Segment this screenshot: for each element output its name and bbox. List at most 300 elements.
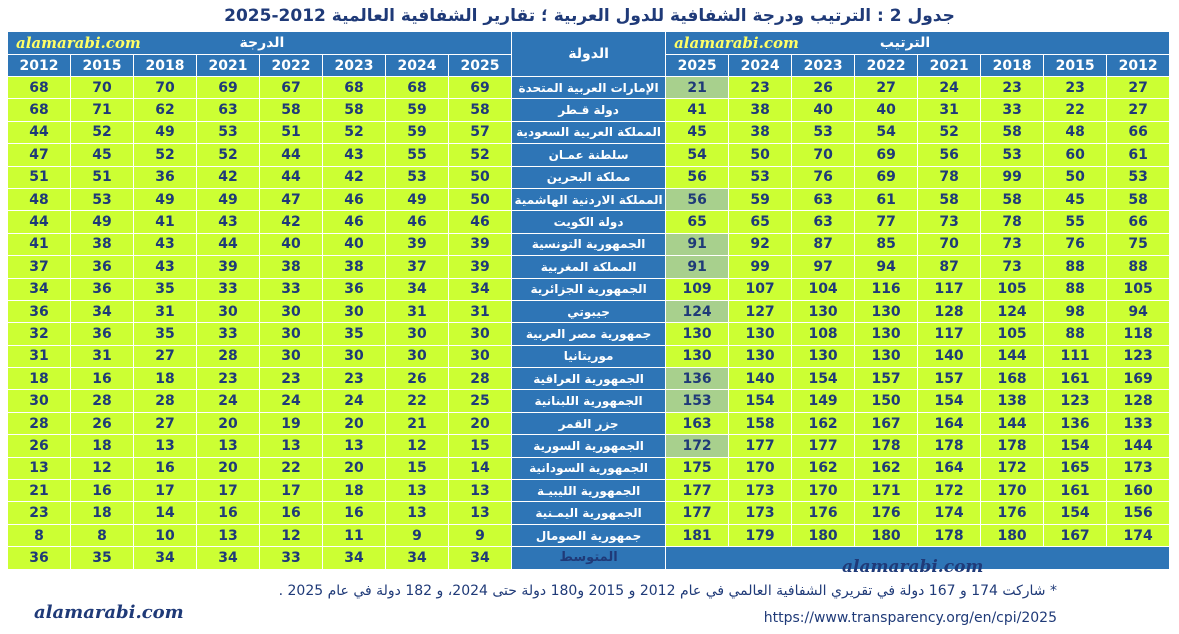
rank-cell: 98 (1044, 300, 1107, 322)
score-cell: 50 (449, 188, 512, 210)
rank-cell: 167 (1044, 524, 1107, 546)
score-cell: 59 (386, 121, 449, 143)
rank-cell: 153 (666, 390, 729, 412)
rank-cell: 58 (981, 188, 1044, 210)
score-cell: 52 (449, 144, 512, 166)
rank-cell: 56 (666, 166, 729, 188)
score-cell: 14 (134, 502, 197, 524)
rank-cell: 128 (1107, 390, 1170, 412)
score-cell: 36 (8, 300, 71, 322)
score-cell: 40 (323, 233, 386, 255)
score-year-header: 2018 (134, 55, 197, 77)
score-cell: 24 (197, 390, 260, 412)
source-url: https://www.transparency.org/en/cpi/2025 (763, 610, 1057, 626)
score-cell: 13 (8, 457, 71, 479)
score-cell: 18 (8, 368, 71, 390)
rank-cell: 130 (855, 345, 918, 367)
score-cell: 69 (197, 77, 260, 99)
score-cell: 45 (71, 144, 134, 166)
country-name: دولة الكويت (512, 211, 666, 233)
score-cell: 10 (134, 524, 197, 546)
score-cell: 9 (386, 524, 449, 546)
rank-cell: 130 (666, 323, 729, 345)
score-cell: 21 (386, 412, 449, 434)
score-cell: 22 (260, 457, 323, 479)
score-cell: 47 (260, 188, 323, 210)
rank-cell: 31 (918, 99, 981, 121)
table-row (8, 278, 1170, 300)
score-cell: 13 (197, 435, 260, 457)
score-cell: 36 (134, 166, 197, 188)
rank-cell: 158 (729, 412, 792, 434)
brand-bottom: alamarabi.com (34, 602, 184, 623)
rank-cell: 21 (666, 77, 729, 99)
average-score-cell: 34 (134, 547, 197, 569)
rank-cell: 167 (855, 412, 918, 434)
rank-cell: 22 (1044, 99, 1107, 121)
rank-cell: 168 (981, 368, 1044, 390)
score-cell: 16 (134, 457, 197, 479)
rank-cell: 41 (666, 99, 729, 121)
score-cell: 16 (197, 502, 260, 524)
score-cell: 17 (260, 480, 323, 502)
rank-cell: 174 (918, 502, 981, 524)
score-cell: 44 (8, 211, 71, 233)
transparency-table (7, 31, 1170, 570)
score-cell: 32 (8, 323, 71, 345)
rank-cell: 107 (729, 278, 792, 300)
score-cell: 42 (260, 211, 323, 233)
score-cell: 20 (197, 412, 260, 434)
score-cell: 30 (260, 300, 323, 322)
rank-cell: 53 (981, 144, 1044, 166)
score-cell: 30 (260, 345, 323, 367)
rank-cell: 58 (1107, 188, 1170, 210)
score-cell: 37 (386, 256, 449, 278)
score-year-header: 2023 (323, 55, 386, 77)
score-cell: 69 (449, 77, 512, 99)
rank-cell: 105 (981, 278, 1044, 300)
score-cell: 36 (71, 323, 134, 345)
rank-cell: 78 (981, 211, 1044, 233)
table-row (8, 77, 1170, 99)
rank-cell: 63 (792, 211, 855, 233)
score-cell: 27 (134, 412, 197, 434)
brand-label-score: alamarabi.com (16, 34, 141, 52)
rank-cell: 170 (981, 480, 1044, 502)
score-cell: 25 (449, 390, 512, 412)
rank-cell: 76 (792, 166, 855, 188)
rank-cell: 154 (1044, 502, 1107, 524)
table-row (8, 435, 1170, 457)
table-row (8, 211, 1170, 233)
score-cell: 31 (8, 345, 71, 367)
score-cell: 44 (260, 144, 323, 166)
rank-cell: 176 (981, 502, 1044, 524)
rank-cell: 161 (1044, 368, 1107, 390)
score-cell: 28 (449, 368, 512, 390)
rank-cell: 91 (666, 233, 729, 255)
table-row (8, 368, 1170, 390)
country-name: الجمهورية العراقية (512, 368, 666, 390)
rank-cell: 117 (918, 278, 981, 300)
country-name: جيبوتي (512, 300, 666, 322)
rank-year-header: 2025 (666, 55, 729, 77)
table-row (8, 233, 1170, 255)
score-cell: 28 (8, 412, 71, 434)
score-cell: 23 (323, 368, 386, 390)
rank-cell: 127 (729, 300, 792, 322)
score-cell: 33 (197, 323, 260, 345)
rank-year-header: 2022 (855, 55, 918, 77)
table-row (8, 480, 1170, 502)
score-cell: 15 (386, 457, 449, 479)
score-cell: 44 (8, 121, 71, 143)
rank-cell: 60 (1044, 144, 1107, 166)
score-cell: 53 (197, 121, 260, 143)
score-cell: 31 (71, 345, 134, 367)
score-cell: 18 (134, 368, 197, 390)
rank-cell: 27 (855, 77, 918, 99)
rank-cell: 178 (918, 435, 981, 457)
rank-cell: 92 (729, 233, 792, 255)
average-row (8, 547, 1170, 569)
score-cell: 22 (386, 390, 449, 412)
score-cell: 58 (323, 99, 386, 121)
rank-cell: 176 (855, 502, 918, 524)
score-cell: 39 (449, 233, 512, 255)
score-cell: 55 (386, 144, 449, 166)
score-cell: 57 (449, 121, 512, 143)
score-cell: 39 (197, 256, 260, 278)
rank-cell: 66 (1107, 211, 1170, 233)
score-cell: 30 (449, 323, 512, 345)
rank-cell: 54 (855, 121, 918, 143)
score-cell: 67 (260, 77, 323, 99)
country-name: المملكة الاردنية الهاشمية (512, 188, 666, 210)
score-cell: 30 (323, 345, 386, 367)
rank-cell: 87 (792, 233, 855, 255)
rank-cell: 178 (918, 524, 981, 546)
score-cell: 46 (323, 211, 386, 233)
rank-cell: 88 (1044, 256, 1107, 278)
score-cell: 28 (197, 345, 260, 367)
rank-cell: 24 (918, 77, 981, 99)
rank-cell: 171 (855, 480, 918, 502)
score-cell: 49 (197, 188, 260, 210)
rank-cell: 170 (792, 480, 855, 502)
score-cell: 39 (386, 233, 449, 255)
score-cell: 27 (134, 345, 197, 367)
score-cell: 24 (260, 390, 323, 412)
rank-cell: 154 (918, 390, 981, 412)
score-cell: 35 (134, 323, 197, 345)
score-cell: 31 (386, 300, 449, 322)
score-cell: 8 (71, 524, 134, 546)
rank-cell: 99 (729, 256, 792, 278)
rank-cell: 128 (918, 300, 981, 322)
rank-cell: 156 (1107, 502, 1170, 524)
score-cell: 36 (323, 278, 386, 300)
rank-cell: 173 (1107, 457, 1170, 479)
rank-cell: 180 (981, 524, 1044, 546)
rank-year-header: 2015 (1044, 55, 1107, 77)
score-cell: 21 (8, 480, 71, 502)
average-score-cell: 34 (197, 547, 260, 569)
country-name: الجمهورية السورية (512, 435, 666, 457)
score-cell: 49 (386, 188, 449, 210)
score-cell: 43 (323, 144, 386, 166)
score-cell: 51 (71, 166, 134, 188)
rank-cell: 130 (792, 300, 855, 322)
score-cell: 63 (197, 99, 260, 121)
score-cell: 52 (134, 144, 197, 166)
rank-cell: 177 (666, 502, 729, 524)
score-cell: 44 (197, 233, 260, 255)
score-cell: 52 (323, 121, 386, 143)
rank-cell: 154 (729, 390, 792, 412)
table-row (8, 524, 1170, 546)
score-cell: 51 (8, 166, 71, 188)
rank-cell: 54 (666, 144, 729, 166)
score-cell: 11 (323, 524, 386, 546)
score-cell: 68 (8, 77, 71, 99)
rank-cell: 179 (729, 524, 792, 546)
score-cell: 34 (71, 300, 134, 322)
rank-cell: 88 (1107, 256, 1170, 278)
score-cell: 38 (323, 256, 386, 278)
rank-cell: 130 (855, 323, 918, 345)
table-row (8, 144, 1170, 166)
rank-cell: 45 (666, 121, 729, 143)
average-score-cell: 35 (71, 547, 134, 569)
rank-cell: 73 (981, 256, 1044, 278)
rank-cell: 27 (1107, 99, 1170, 121)
rank-cell: 162 (792, 412, 855, 434)
score-cell: 14 (449, 457, 512, 479)
rank-cell: 124 (666, 300, 729, 322)
score-cell: 20 (323, 412, 386, 434)
rank-cell: 75 (1107, 233, 1170, 255)
table-row (8, 188, 1170, 210)
score-cell: 50 (449, 166, 512, 188)
score-cell: 17 (197, 480, 260, 502)
rank-cell: 88 (1044, 323, 1107, 345)
country-name: الجمهورية اللبنانية (512, 390, 666, 412)
rank-cell: 144 (1107, 435, 1170, 457)
score-cell: 39 (449, 256, 512, 278)
table-row (8, 256, 1170, 278)
score-cell: 18 (71, 435, 134, 457)
rank-cell: 133 (1107, 412, 1170, 434)
score-cell: 51 (260, 121, 323, 143)
score-cell: 23 (8, 502, 71, 524)
country-name: المملكة المغربية (512, 256, 666, 278)
score-cell: 68 (386, 77, 449, 99)
rank-cell: 108 (792, 323, 855, 345)
rank-cell: 177 (666, 480, 729, 502)
score-cell: 16 (71, 480, 134, 502)
score-cell: 46 (386, 211, 449, 233)
country-name: سلطنة عمـان (512, 144, 666, 166)
rank-cell: 76 (1044, 233, 1107, 255)
score-cell: 30 (197, 300, 260, 322)
rank-cell: 144 (981, 412, 1044, 434)
score-cell: 20 (323, 457, 386, 479)
score-cell: 28 (134, 390, 197, 412)
rank-cell: 117 (918, 323, 981, 345)
rank-cell: 138 (981, 390, 1044, 412)
score-header: الدرجة (239, 35, 285, 51)
score-cell: 13 (449, 502, 512, 524)
score-cell: 53 (386, 166, 449, 188)
score-cell: 26 (8, 435, 71, 457)
brand-watermark: alamarabi.com (842, 557, 984, 577)
country-name: الجمهورية الجزائرية (512, 278, 666, 300)
rank-cell: 174 (1107, 524, 1170, 546)
score-cell: 30 (449, 345, 512, 367)
table-row (8, 345, 1170, 367)
score-cell: 23 (197, 368, 260, 390)
country-name: جمهورية الصومال (512, 524, 666, 546)
score-cell: 68 (323, 77, 386, 99)
country-name: الإمارات العربية المتحدة (512, 77, 666, 99)
rank-cell: 177 (792, 435, 855, 457)
country-header: الدولة (512, 32, 666, 77)
rank-cell: 109 (666, 278, 729, 300)
rank-cell: 105 (1107, 278, 1170, 300)
score-cell: 16 (71, 368, 134, 390)
rank-cell: 66 (1107, 121, 1170, 143)
score-year-header: 2025 (449, 55, 512, 77)
rank-header-cell (666, 32, 1170, 55)
rank-cell: 157 (918, 368, 981, 390)
rank-cell: 97 (792, 256, 855, 278)
rank-cell: 118 (1107, 323, 1170, 345)
rank-cell: 163 (666, 412, 729, 434)
score-cell: 44 (260, 166, 323, 188)
rank-cell: 130 (729, 345, 792, 367)
rank-year-header: 2024 (729, 55, 792, 77)
score-cell: 12 (260, 524, 323, 546)
average-score-cell: 36 (8, 547, 71, 569)
score-cell: 62 (134, 99, 197, 121)
rank-cell: 33 (981, 99, 1044, 121)
rank-cell: 136 (1044, 412, 1107, 434)
rank-cell: 150 (855, 390, 918, 412)
country-name: الجمهورية اليمـنية (512, 502, 666, 524)
score-cell: 33 (260, 278, 323, 300)
rank-cell: 130 (855, 300, 918, 322)
score-cell: 13 (449, 480, 512, 502)
table-row (8, 390, 1170, 412)
score-cell: 12 (71, 457, 134, 479)
score-header-cell (8, 32, 512, 55)
rank-cell: 23 (1044, 77, 1107, 99)
score-cell: 42 (323, 166, 386, 188)
score-cell: 15 (449, 435, 512, 457)
score-cell: 43 (134, 233, 197, 255)
table-row (8, 300, 1170, 322)
score-cell: 43 (134, 256, 197, 278)
average-score-cell: 34 (449, 547, 512, 569)
rank-cell: 124 (981, 300, 1044, 322)
rank-cell: 78 (918, 166, 981, 188)
average-score-cell: 34 (323, 547, 386, 569)
rank-cell: 130 (666, 345, 729, 367)
rank-cell: 56 (666, 188, 729, 210)
rank-year-header: 2021 (918, 55, 981, 77)
rank-cell: 177 (729, 435, 792, 457)
rank-cell: 123 (1107, 345, 1170, 367)
score-cell: 70 (71, 77, 134, 99)
rank-cell: 140 (918, 345, 981, 367)
rank-cell: 149 (792, 390, 855, 412)
rank-cell: 160 (1107, 480, 1170, 502)
rank-cell: 87 (918, 256, 981, 278)
score-cell: 26 (71, 412, 134, 434)
score-cell: 13 (197, 524, 260, 546)
table-row (8, 502, 1170, 524)
rank-cell: 63 (792, 188, 855, 210)
rank-year-header: 2018 (981, 55, 1044, 77)
rank-cell: 136 (666, 368, 729, 390)
score-cell: 17 (134, 480, 197, 502)
rank-cell: 53 (1107, 166, 1170, 188)
rank-cell: 61 (1107, 144, 1170, 166)
rank-cell: 104 (792, 278, 855, 300)
rank-cell: 52 (918, 121, 981, 143)
rank-cell: 178 (981, 435, 1044, 457)
rank-cell: 23 (981, 77, 1044, 99)
rank-cell: 27 (1107, 77, 1170, 99)
country-name: جزر القمر (512, 412, 666, 434)
score-cell: 20 (449, 412, 512, 434)
rank-cell: 116 (855, 278, 918, 300)
score-cell: 13 (134, 435, 197, 457)
rank-cell: 94 (1107, 300, 1170, 322)
rank-cell: 180 (792, 524, 855, 546)
score-cell: 48 (8, 188, 71, 210)
table-row (8, 457, 1170, 479)
rank-cell: 130 (792, 345, 855, 367)
table-row (8, 99, 1170, 121)
score-cell: 34 (449, 278, 512, 300)
rank-cell: 38 (729, 99, 792, 121)
average-score-cell: 34 (386, 547, 449, 569)
score-cell: 30 (386, 323, 449, 345)
rank-cell: 181 (666, 524, 729, 546)
rank-cell: 173 (729, 480, 792, 502)
country-name: الجمهورية الليبيـة (512, 480, 666, 502)
score-cell: 24 (323, 390, 386, 412)
rank-cell: 56 (918, 144, 981, 166)
rank-cell: 48 (1044, 121, 1107, 143)
score-cell: 38 (260, 256, 323, 278)
score-cell: 18 (71, 502, 134, 524)
rank-cell: 69 (855, 166, 918, 188)
score-cell: 30 (323, 300, 386, 322)
score-cell: 58 (449, 99, 512, 121)
rank-cell: 58 (981, 121, 1044, 143)
score-cell: 71 (71, 99, 134, 121)
rank-cell: 26 (792, 77, 855, 99)
rank-cell: 94 (855, 256, 918, 278)
score-cell: 46 (323, 188, 386, 210)
rank-cell: 73 (981, 233, 1044, 255)
country-name: موريتانيا (512, 345, 666, 367)
rank-cell: 180 (855, 524, 918, 546)
